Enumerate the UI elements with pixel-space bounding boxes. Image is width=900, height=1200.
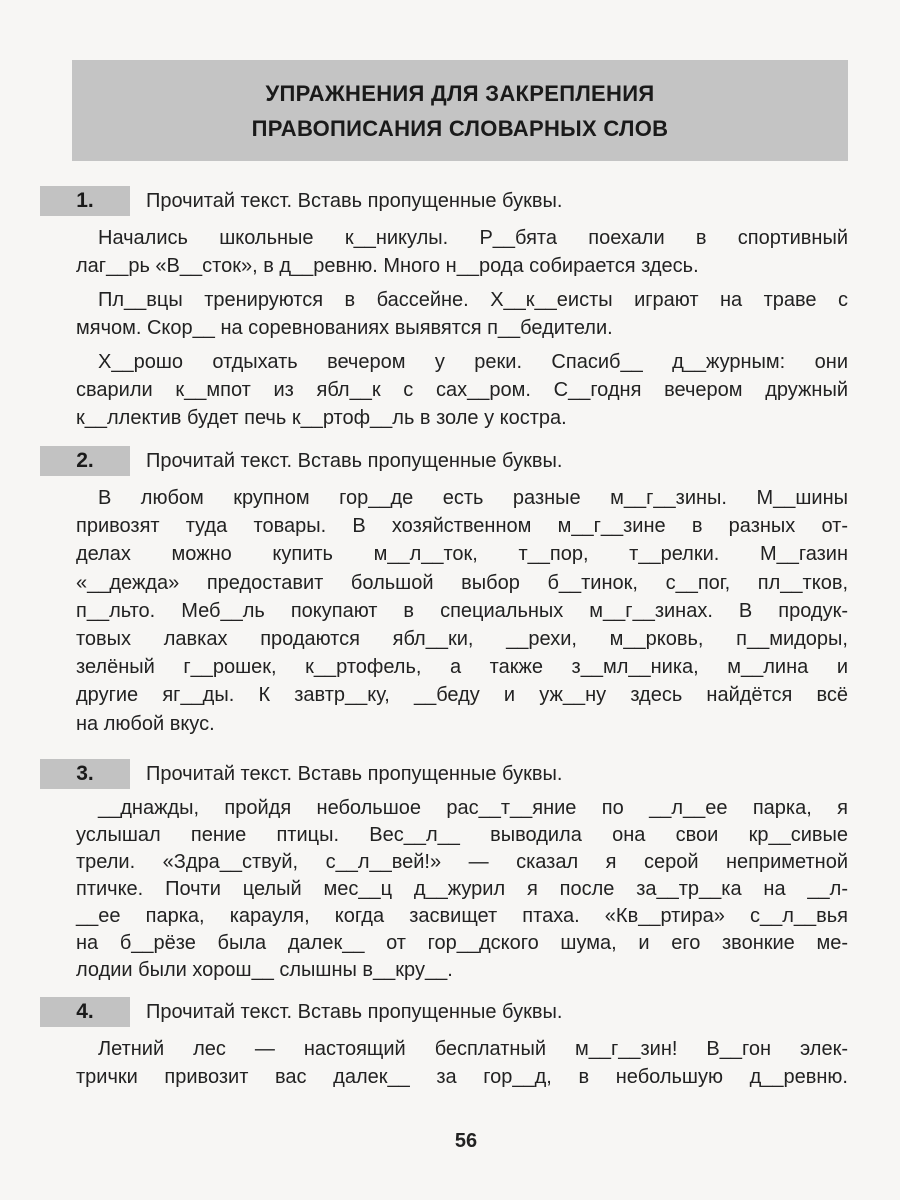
paragraph [76, 1035, 848, 1091]
text-line: __ее парка, карауля, когда засвищет птаха. «Кв__ртира» с__л__вья [76, 905, 848, 927]
text-line: __днажды, пройдя небольшое рас__т__яние по __л__ее парка, я [98, 797, 848, 819]
text-line: на б__рёзе была далек__ от гор__дского шума, и его звонкие ме- [76, 932, 848, 954]
exercise-number: 3. [40, 759, 130, 789]
text-line: лаг__рь «В__сток», в д__ревню. Много н__рода собирается здесь. [76, 255, 699, 277]
exercise-2 [40, 446, 848, 738]
text-line: трички привозит вас далек__ за гор__д, в небольшую д__ревню. [76, 1066, 848, 1088]
exercise-header [40, 186, 848, 216]
section-title-banner [72, 60, 848, 161]
text-line: Летний лес — настоящий бесплатный м__г__зин! В__гон элек- [98, 1038, 848, 1060]
text-line: сварили к__мпот из ябл__к с сах__ром. С__годня вечером дружный [76, 379, 848, 401]
exercise-instruction: Прочитай текст. Вставь пропущенные буквы. [146, 449, 563, 472]
paragraph [76, 224, 848, 280]
paragraph [76, 484, 848, 738]
text-line: «__дежда» предоставит большой выбор б__тинок, с__пог, пл__тков, [76, 571, 848, 594]
exercise-3 [40, 759, 848, 984]
paragraph [76, 795, 848, 984]
text-line: В любом крупном гор__де есть разные м__г__зины. М__шины [98, 487, 848, 509]
exercise-instruction: Прочитай текст. Вставь пропущенные буквы. [146, 189, 563, 212]
text-line: Пл__вцы тренируются в бассейне. Х__к__еисты играют на траве с [98, 289, 848, 311]
exercise-header [40, 446, 848, 476]
exercise-number: 1. [40, 186, 130, 216]
exercise-instruction: Прочитай текст. Вставь пропущенные буквы. [146, 1000, 563, 1023]
exercise-1 [40, 186, 848, 432]
paragraph [76, 348, 848, 432]
text-line: другие яг__ды. К завтр__ку, __беду и уж__ну здесь найдётся всё [76, 684, 848, 707]
text-line: привозят туда товары. В хозяйственном м__г__зине в разных от- [76, 515, 848, 538]
text-line: делах можно купить м__л__ток, т__пор, т__релки. М__газин [76, 543, 848, 566]
text-line: зелёный г__рошек, к__ртофель, а также з__мл__ника, м__лина и [76, 656, 848, 679]
text-line: товых лавках продаются ябл__ки, __рехи, м__рковь, п__мидоры, [76, 628, 848, 651]
exercise-header [40, 997, 848, 1027]
exercise-header [40, 759, 848, 789]
text-line: мячом. Скор__ на соревнованиях выявятся п__бедители. [76, 317, 613, 339]
text-line: трели. «Здра__ствуй, с__л__вей!» — сказал я серой неприметной [76, 851, 848, 873]
exercise-number: 4. [40, 997, 130, 1027]
text-line: к__ллектив будет печь к__ртоф__ль в золе у костра. [76, 407, 567, 429]
text-line: Начались школьные к__никулы. Р__бята поехали в спортивный [98, 227, 848, 249]
text-line: птичке. Почти целый мес__ц д__журил я после за__тр__ка на __л- [76, 878, 848, 900]
text-line: п__льто. Меб__ль покупают в специальных м__г__зинах. В продук- [76, 599, 848, 622]
exercise-instruction: Прочитай текст. Вставь пропущенные буквы. [146, 762, 563, 785]
text-line: на любой вкус. [76, 712, 215, 735]
text-line: Х__рошо отдыхать вечером у реки. Спасиб__ д__журным: они [98, 351, 848, 373]
text-line: услышал пение птицы. Вес__л__ выводила она свои кр__сивые [76, 824, 848, 846]
page-number: 56 [454, 1130, 478, 1152]
section-title-line-2: ПРАВОПИСАНИЯ СЛОВАРНЫХ СЛОВ [251, 115, 669, 141]
exercise-4 [40, 997, 848, 1091]
section-title-line-1: УПРАЖНЕНИЯ ДЛЯ ЗАКРЕПЛЕНИЯ [265, 80, 655, 106]
exercise-number: 2. [40, 446, 130, 476]
text-line: лодии были хорош__ слышны в__кру__. [76, 959, 453, 981]
paragraph [76, 286, 848, 342]
